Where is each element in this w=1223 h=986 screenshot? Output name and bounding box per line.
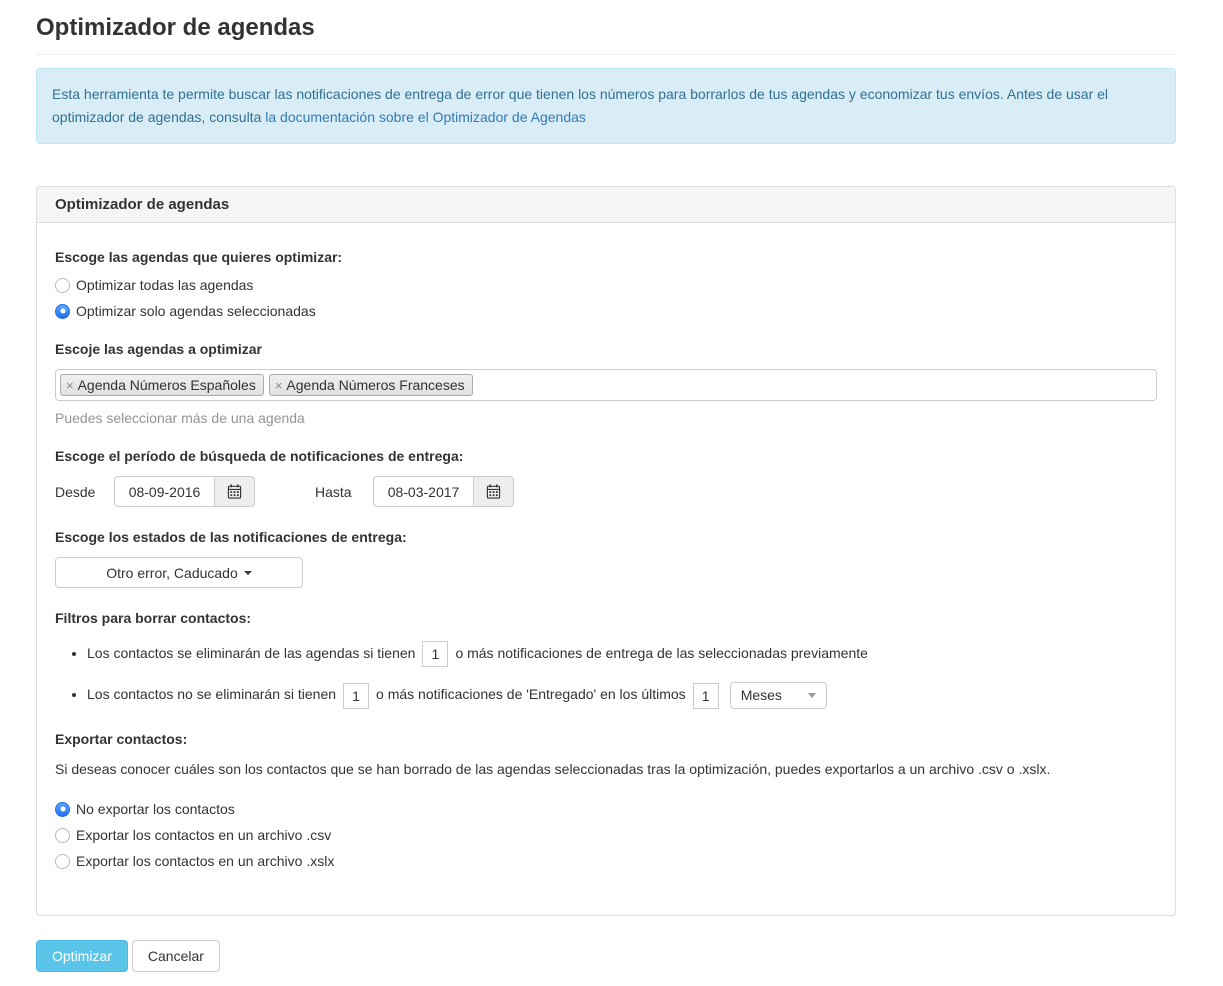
filters-label: Filtros para borrar contactos: — [55, 610, 252, 627]
remove-tag-icon[interactable]: × — [274, 377, 283, 393]
radio-export-csv[interactable] — [55, 827, 1157, 843]
radio-optimize-all[interactable] — [55, 277, 1157, 293]
delivered-period-value-input[interactable] — [693, 683, 719, 709]
radio-icon[interactable] — [55, 278, 70, 293]
filter-rule1-text-after: o más notificaciones de entrega de las seleccionadas previamente — [455, 645, 868, 662]
agenda-select-label: Escoje las agendas a optimizar — [55, 341, 262, 358]
filter-rule2-text-middle: o más notificaciones de 'Entregado' en los últimos — [376, 686, 686, 703]
page-container — [36, 0, 1176, 986]
radio-no-export[interactable] — [55, 801, 1157, 817]
caret-down-icon — [808, 693, 816, 698]
filter-rule-keep — [87, 681, 1157, 709]
action-buttons — [36, 940, 1176, 986]
filter-rule2-text-before: Los contactos no se eliminarán si tienen — [87, 686, 337, 703]
remove-tag-icon[interactable]: × — [66, 377, 74, 393]
info-banner — [36, 68, 1176, 144]
period-unit-value: Meses — [740, 687, 782, 704]
calendar-icon — [227, 484, 242, 499]
agenda-choice-label: Escoge las agendas que quieres optimizar: — [55, 249, 343, 266]
agenda-tag-label: Agenda Números Españoles — [77, 377, 256, 394]
radio-optimize-selected-label: Optimizar solo agendas seleccionadas — [76, 303, 316, 320]
radio-icon[interactable] — [55, 802, 70, 817]
optimize-button[interactable]: Optimizar — [36, 940, 128, 972]
states-dropdown[interactable] — [55, 557, 303, 588]
min-error-notifications-input[interactable] — [422, 641, 448, 667]
date-from-group — [114, 476, 255, 507]
agenda-select-help: Puedes seleccionar más de una agenda — [55, 410, 305, 427]
states-dropdown-value: Otro error, Caducado — [106, 564, 238, 581]
radio-export-csv-label: Exportar los contactos en un archivo .csv — [76, 827, 332, 844]
filter-list — [87, 640, 1157, 709]
date-to-label: Hasta — [315, 483, 352, 500]
radio-no-export-label: No exportar los contactos — [76, 801, 235, 818]
cancel-button[interactable]: Cancelar — [132, 940, 220, 972]
date-from-input[interactable] — [114, 476, 214, 507]
date-to-input[interactable] — [373, 476, 473, 507]
agenda-multiselect[interactable] — [55, 369, 1157, 401]
states-label: Escoge los estados de las notificaciones de entrega: — [55, 529, 407, 546]
radio-export-xslx-label: Exportar los contactos en un archivo .xslx — [76, 853, 335, 870]
date-to-calendar-button[interactable] — [473, 476, 514, 507]
date-range-row — [55, 476, 1157, 507]
calendar-icon — [486, 484, 501, 499]
export-description: Si deseas conocer cuáles son los contactos que se han borrado de las agendas seleccionadas tras la optimización, puedes exportarlos a un archivo .csv o .xslx. — [55, 761, 1051, 778]
date-from-calendar-button[interactable] — [214, 476, 255, 507]
filter-rule-delete — [87, 640, 1157, 667]
period-label: Escoge el período de búsqueda de notificaciones de entrega: — [55, 448, 464, 465]
documentation-link[interactable]: la documentación sobre el Optimizador de Agendas — [265, 109, 586, 126]
export-label: Exportar contactos: — [55, 731, 188, 748]
optimizer-panel — [36, 186, 1176, 916]
caret-down-icon — [244, 571, 252, 575]
agenda-tag — [60, 374, 264, 396]
info-banner-text: Esta herramienta te permite buscar las notificaciones de entrega de error que tienen los números para borrarlos de tus agendas y economizar tus envíos. Antes de usar el optimizador de agendas, consulta — [52, 86, 1109, 126]
radio-icon[interactable] — [55, 828, 70, 843]
min-delivered-notifications-input[interactable] — [343, 683, 369, 709]
panel-header: Optimizador de agendas — [37, 187, 1175, 223]
radio-icon[interactable] — [55, 304, 70, 319]
radio-export-xslx[interactable] — [55, 853, 1157, 869]
radio-optimize-all-label: Optimizar todas las agendas — [76, 277, 254, 294]
page-title: Optimizador de agendas — [36, 14, 1176, 55]
date-from-label: Desde — [55, 483, 96, 500]
agenda-tag — [269, 374, 473, 396]
period-unit-select[interactable] — [730, 682, 827, 709]
filter-rule1-text-before: Los contactos se eliminarán de las agendas si tienen — [87, 645, 416, 662]
date-to-group — [373, 476, 514, 507]
agenda-tag-label: Agenda Números Franceses — [286, 377, 465, 394]
panel-body — [37, 223, 1175, 915]
radio-optimize-selected[interactable] — [55, 303, 1157, 319]
radio-icon[interactable] — [55, 854, 70, 869]
